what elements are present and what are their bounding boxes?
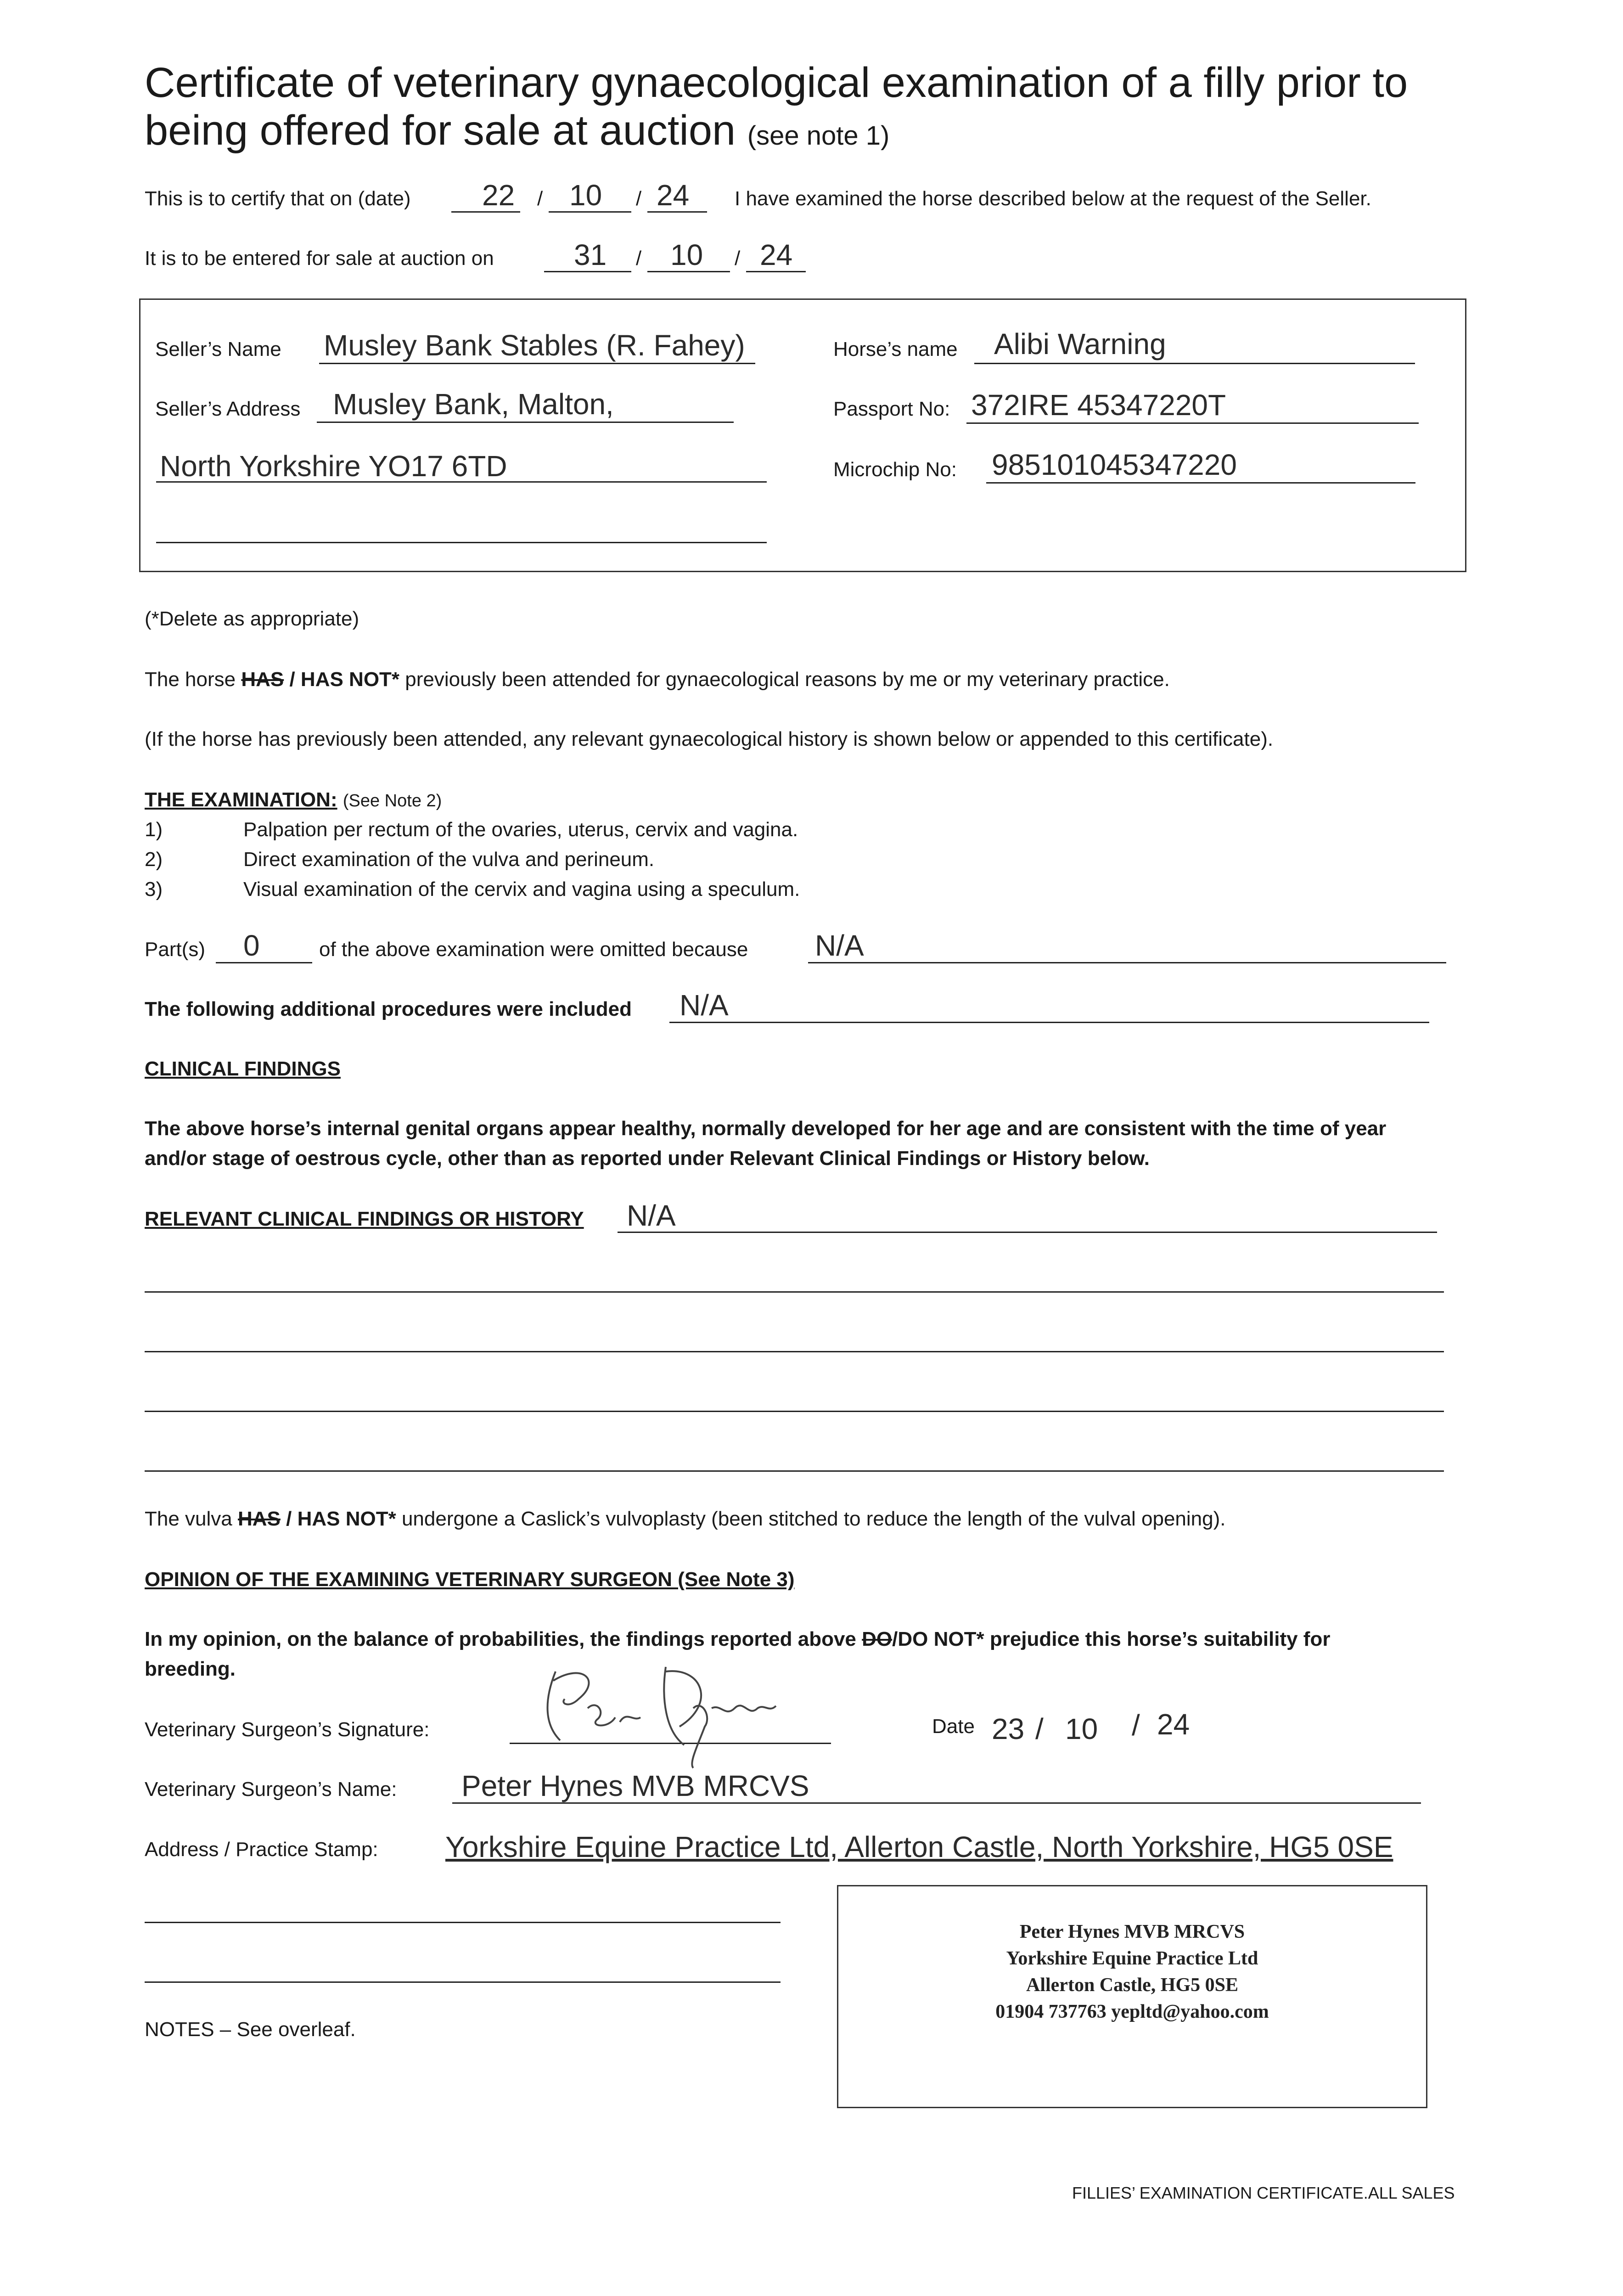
horse-name-underline xyxy=(974,363,1415,364)
exam-year[interactable]: 24 xyxy=(657,179,690,212)
auction-date-prefix: It is to be entered for sale at auction on xyxy=(145,247,494,270)
practice-stamp-box xyxy=(837,1885,1427,2108)
passport-value[interactable]: 372IRE 45347220T xyxy=(971,388,1226,422)
omitted-prefix: Part(s) xyxy=(145,938,205,961)
additional-underline xyxy=(669,1022,1429,1023)
title-line-2 xyxy=(145,107,1408,160)
exam-month[interactable]: 10 xyxy=(569,179,602,212)
vulva-has-not: / HAS NOT* xyxy=(286,1508,396,1530)
exam-item-1-text: Palpation per rectum of the ovaries, uterus, cervix and vagina. xyxy=(243,818,798,841)
auction-day[interactable]: 31 xyxy=(574,238,607,271)
relevant-value[interactable]: N/A xyxy=(627,1199,676,1232)
passport-underline xyxy=(966,422,1419,424)
opinion-line-1-a: In my opinion, on the balance of probabilities, the findings reported above xyxy=(145,1628,856,1650)
attended-prefix: The horse xyxy=(145,668,236,691)
date-slash: / xyxy=(735,247,741,270)
attended-suffix: previously been attended for gynaecological reasons by me or my veterinary practice. xyxy=(405,668,1170,691)
surgeon-name-label: Veterinary Surgeon’s Name: xyxy=(145,1778,397,1801)
seller-address-line-1[interactable]: Musley Bank, Malton, xyxy=(333,388,614,421)
examination-heading-text: THE EXAMINATION: xyxy=(145,788,337,811)
seller-address-underline-3 xyxy=(156,542,767,543)
seller-address-label: Seller’s Address xyxy=(155,398,301,420)
signature-day[interactable]: 23 xyxy=(992,1712,1025,1745)
notes-text: NOTES – See overleaf. xyxy=(145,2018,356,2041)
signature-label: Veterinary Surgeon’s Signature: xyxy=(145,1718,430,1741)
exam-date-suffix: I have examined the horse described below at the request of the Seller. xyxy=(735,187,1371,210)
exam-item-2-text: Direct examination of the vulva and perineum. xyxy=(243,848,655,871)
microchip-underline xyxy=(986,482,1415,484)
date-slash: / xyxy=(537,187,543,210)
attended-statement xyxy=(145,668,1170,691)
address-underline-2 xyxy=(145,1981,781,1983)
footer-text: FILLIES’ EXAMINATION CERTIFICATE.ALL SALES xyxy=(1072,2183,1455,2202)
practice-address-value[interactable]: Yorkshire Equine Practice Ltd, Allerton Castle, North Yorkshire, HG5 0SE xyxy=(445,1830,1393,1863)
date-slash: / xyxy=(636,187,642,210)
auction-year[interactable]: 24 xyxy=(760,238,793,271)
vulva-has-struck: HAS xyxy=(238,1508,281,1530)
address-underline-1 xyxy=(145,1922,781,1923)
microchip-label: Microchip No: xyxy=(833,458,957,481)
clinical-statement-line-2: and/or stage of oestrous cycle, other than as reported under Relevant Clinical Findings or History below. xyxy=(145,1147,1150,1170)
additional-label: The following additional procedures were included xyxy=(145,998,632,1020)
seller-address-line-2[interactable]: North Yorkshire YO17 6TD xyxy=(160,450,507,483)
omitted-reason-value[interactable]: N/A xyxy=(815,929,864,962)
stamp-line-4: 01904 737763 yepltd@yahoo.com xyxy=(995,2001,1269,2022)
omitted-parts-underline xyxy=(216,962,312,963)
stamp-line-1: Peter Hynes MVB MRCVS xyxy=(1019,1921,1245,1942)
horse-name-label: Horse’s name xyxy=(833,338,958,360)
relevant-underline-5 xyxy=(145,1470,1444,1472)
exam-item-1-num: 1) xyxy=(145,818,163,841)
signature-month[interactable]: 10 xyxy=(1065,1712,1098,1745)
stamp-line-2: Yorkshire Equine Practice Ltd xyxy=(1006,1948,1258,1969)
omitted-reason-underline xyxy=(808,962,1446,963)
vulva-prefix: The vulva xyxy=(145,1508,232,1530)
history-note: (If the horse has previously been attended, any relevant gynaecological history is shown below or appended to this certificate). xyxy=(145,728,1274,750)
clinical-heading: CLINICAL FINDINGS xyxy=(145,1058,341,1080)
relevant-underline-2 xyxy=(145,1291,1444,1293)
relevant-heading: RELEVANT CLINICAL FINDINGS OR HISTORY xyxy=(145,1208,584,1230)
signature-image xyxy=(528,1653,803,1773)
seller-name-underline xyxy=(319,363,755,364)
exam-item-3-text: Visual examination of the cervix and vagina using a speculum. xyxy=(243,878,800,900)
omitted-parts-value[interactable]: 0 xyxy=(243,929,260,962)
exam-date-prefix: This is to certify that on (date) xyxy=(145,187,411,210)
opinion-line-1 xyxy=(145,1628,1330,1651)
examination-heading xyxy=(145,788,442,811)
exam-day[interactable]: 22 xyxy=(482,179,515,212)
certificate-title xyxy=(145,59,1408,160)
clinical-statement-line-1: The above horse’s internal genital organs appear healthy, normally developed for her age and are consistent with the time of year xyxy=(145,1117,1387,1140)
omitted-middle: of the above examination were omitted because xyxy=(319,938,748,961)
auction-month[interactable]: 10 xyxy=(670,238,703,271)
vulva-statement xyxy=(145,1508,1225,1531)
horse-name-value[interactable]: Alibi Warning xyxy=(994,327,1166,360)
signature-year[interactable]: 24 xyxy=(1157,1708,1190,1741)
signature-date-label: Date xyxy=(932,1715,975,1738)
seller-name-label: Seller’s Name xyxy=(155,338,281,360)
seller-name-value[interactable]: Musley Bank Stables (R. Fahey) xyxy=(324,329,745,362)
microchip-value[interactable]: 985101045347220 xyxy=(992,448,1237,481)
seller-address-underline-1 xyxy=(317,422,734,423)
date-slash: / xyxy=(1132,1709,1140,1742)
address-stamp-label: Address / Practice Stamp: xyxy=(145,1838,378,1861)
opinion-do-struck: DO xyxy=(862,1628,893,1650)
examination-heading-note: (See Note 2) xyxy=(343,791,442,810)
opinion-heading: OPINION OF THE EXAMINING VETERINARY SURGEON (See Note 3) xyxy=(145,1568,795,1591)
stamp-line-3: Allerton Castle, HG5 0SE xyxy=(1026,1975,1238,1996)
exam-item-2-num: 2) xyxy=(145,848,163,871)
relevant-underline-4 xyxy=(145,1411,1444,1412)
date-slash: / xyxy=(636,247,642,270)
passport-label: Passport No: xyxy=(833,398,950,420)
additional-value[interactable]: N/A xyxy=(680,989,729,1022)
date-slash: / xyxy=(1035,1712,1044,1745)
opinion-line-2: breeding. xyxy=(145,1658,236,1680)
relevant-underline-3 xyxy=(145,1351,1444,1352)
attended-has-struck: HAS xyxy=(241,668,284,691)
exam-item-3-num: 3) xyxy=(145,878,163,900)
vulva-suffix: undergone a Caslick’s vulvoplasty (been stitched to reduce the length of the vulval opening). xyxy=(401,1508,1226,1530)
surgeon-name-value[interactable]: Peter Hynes MVB MRCVS xyxy=(461,1769,809,1802)
attended-has-not: / HAS NOT* xyxy=(289,668,400,691)
title-note: (see note 1) xyxy=(747,121,890,151)
delete-note: (*Delete as appropriate) xyxy=(145,608,359,630)
relevant-underline-1 xyxy=(618,1232,1437,1233)
title-line-1: Certificate of veterinary gynaecological examination of a filly prior to xyxy=(145,59,1408,106)
title-line-2-text: being offered for sale at auction xyxy=(145,107,736,154)
opinion-line-1-b: /DO NOT* prejudice this horse’s suitability for xyxy=(892,1628,1331,1650)
